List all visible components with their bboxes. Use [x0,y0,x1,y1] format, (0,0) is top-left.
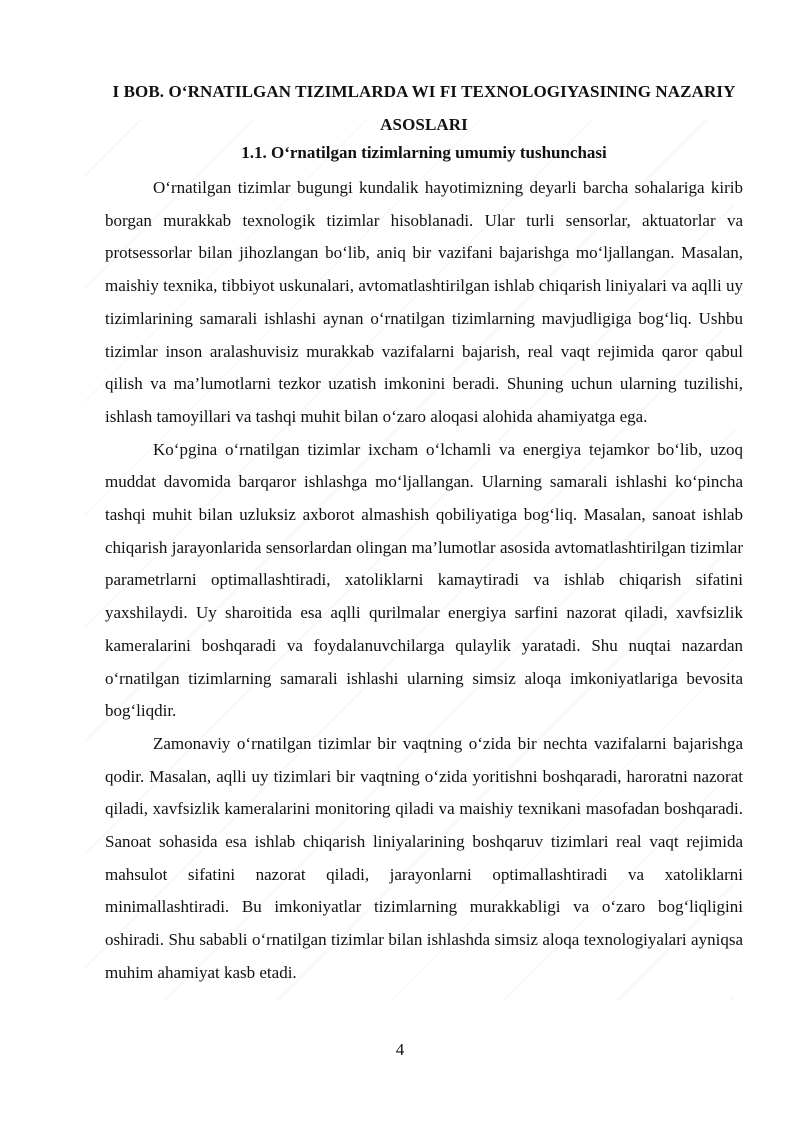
chapter-title: I BOB. O‘RNATILGAN TIZIMLARDA WI FI TEXNOLOGIYASINING NAZARIY ASOSLARI [112,82,736,134]
page-number: 4 [395,1040,405,1059]
paragraph-3: Zamonaviy o‘rnatilgan tizimlar bir vaqtning o‘zida bir nechta vazifalarni bajarishga qodir. Masalan, aqlli uy tizimlari bir vaqtning o‘zida yoritishni boshqaradi, haroratni nazorat qiladi, xavfsizlik kameralarini monitoring qiladi va maishiy texnikani masofadan boshqaradi. Sanoat sohasida esa ishlab chiqarish liniyalarining boshqaruv tizimlari real vaqt rejimida mahsulot sifatini nazorat qiladi, jarayonlarni optimallashtiradi va xatoliklarni minimallashtiradi. Bu imkoniyatlar tizimlarning murakkabligi va o‘zaro bog‘liqligini oshiradi. Shu sababli o‘rnatilgan tizimlar bilan ishlashda simsiz aloqa texnologiyalari ayniqsa muhim ahamiyat kasb etadi. [105,733,743,982]
paragraph-2: Ko‘pgina o‘rnatilgan tizimlar ixcham o‘lchamli va energiya tejamkor bo‘lib, uzoq muddat davomida barqaror ishlashga mo‘ljallangan. Ularning samarali ishlashi ko‘pincha tashqi muhit bilan uzluksiz axborot almashish qobiliyatiga bog‘liq. Masalan, sanoat ishlab chiqarish jarayonlarida sensorlardan olingan ma’lumotlar asosida avtomatlashtirilgan tizimlar parametrlarni optimallashtiradi, xatoliklarni kamaytiradi va ishlab chiqarish sifatini yaxshilaydi. Uy sharoitida esa aqlli qurilmalar energiya sarfini nazorat qiladi, xavfsizlik kameralarini boshqaradi va foydalanuvchilarga qulaylik yaratadi. Shu nuqtai nazardan o‘rnatilgan tizimlarning samarali ishlashi ularning simsiz aloqa imkoniyatlariga bevosita bog‘liqdir. [105,439,743,721]
section-title: 1.1. O‘rnatilgan tizimlarning umumiy tushunchasi [241,143,607,162]
document-body [105,172,743,990]
paragraph-1: O‘rnatilgan tizimlar bugungi kundalik hayotimizning deyarli barcha sohalariga kirib borgan murakkab texnologik tizimlar hisoblanadi. Ular turli sensorlar, aktuatorlar va protsessorlar bilan jihozlangan bo‘lib, aniq bir vazifani bajarishga mo‘ljallangan. Masalan, maishiy texnika, tibbiyot uskunalari, avtomatlashtirilgan ishlab chiqarish liniyalari va aqlli uy tizimlarining samarali ishlashi aynan o‘rnatilgan tizimlarning mavjudligiga bog‘liq. Ushbu tizimlar inson aralashuvisiz murakkab vazifalarni bajarish, real vaqt rejimida qaror qabul qilish va ma’lumotlarni tezkor uzatish imkonini beradi. Shuning uchun ularning tuzilishi, ishlash tamoyillari va tashqi muhit bilan o‘zaro aloqasi alohida ahamiyatga ega. [105,178,743,426]
